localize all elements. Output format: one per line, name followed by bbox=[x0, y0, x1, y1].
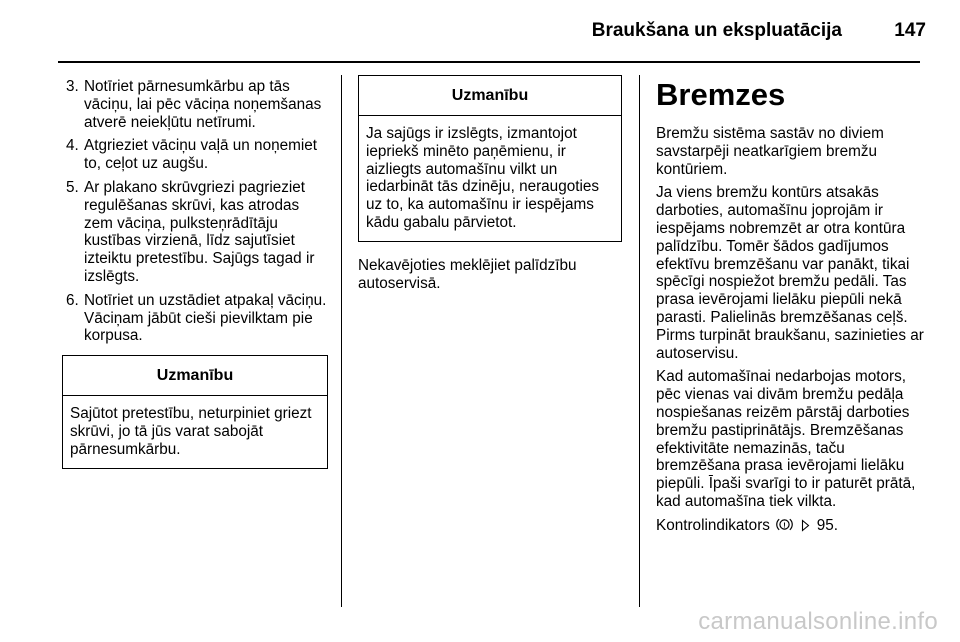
steps-list bbox=[62, 78, 328, 345]
caution-heading: Uzmanību bbox=[359, 76, 621, 116]
list-item bbox=[62, 292, 328, 345]
step-text: Notīriet pārnesumkārbu ap tās vāciņu, lai pēc vāciņa noņemšanas atverē neiekļūtu netīrumi. bbox=[84, 78, 322, 131]
svg-text:!: ! bbox=[783, 520, 786, 530]
caution-box bbox=[62, 355, 328, 468]
step-text: Ar plakano skrūvgriezi pagrieziet regulēšanas skrūvi, kas atrodas zem vāciņa, pulksteņrādītāju kustības virzienā, līdz sajutīsiet izteiktu pretestību. Sajūgs tagad ir izslēgts. bbox=[84, 178, 315, 285]
indicator-page-link[interactable]: 95. bbox=[816, 516, 838, 534]
indicator-label: Kontrolindikators bbox=[656, 516, 770, 534]
step-text: Notīriet un uzstādiet atpakaļ vāciņu. Vāciņam jābūt cieši pievilktam pie korpusa. bbox=[84, 291, 327, 345]
page-reference-arrow-icon bbox=[801, 519, 810, 537]
page-header bbox=[0, 0, 960, 62]
section-title: Braukšana un ekspluatācija bbox=[591, 20, 842, 41]
column-divider-2 bbox=[639, 75, 640, 607]
caution-text: Sajūtot pretestību, neturpiniet griezt skrūvi, jo tā jūs varat sabojāt pārnesumkārbu. bbox=[70, 405, 312, 458]
paragraph: Kad automašīnai nedarbojas motors, pēc vienas vai divām bremžu pedāļa nospiešanas reizēm pārstāj darboties bremžu pastiprinātājs. Bremzēšanas efektivitāte nemazinās, taču bremzēšana prasa ievērojami lielāku piepūli. Īpaši svarīgi to ir paturēt prātā, kad automašīna tiek vilkta. bbox=[656, 368, 916, 510]
step-number: 3. bbox=[66, 78, 79, 95]
list-item bbox=[62, 78, 328, 131]
page-number: 147 bbox=[894, 20, 926, 41]
middle-column bbox=[358, 78, 622, 298]
list-item bbox=[62, 179, 328, 286]
caution-box bbox=[358, 75, 622, 242]
column-divider-1 bbox=[341, 75, 342, 607]
step-number: 5. bbox=[66, 178, 79, 196]
indicator-reference bbox=[656, 517, 926, 537]
section-heading: Bremzes bbox=[656, 77, 786, 112]
list-item bbox=[62, 137, 328, 173]
watermark-text: carmanualsonline.info bbox=[698, 608, 938, 635]
paragraph: Ja viens bremžu kontūrs atsakās darboties, automašīnu joprojām ir iespējams nobremzēt ar otra kontūra palīdzību. Tomēr šādos gadījumos efektīvu bremzēšanu var panākt, tikai spēcīgi nospiežot bremžu pedāli. Tas prasa ievērojami lielāku piepūli nekā parasti. Palielinās bremzēšanas ceļš. Pirms turpināt braukšanu, sazinieties ar autoservisu. bbox=[656, 184, 924, 362]
header-divider bbox=[58, 61, 920, 63]
right-column bbox=[656, 78, 926, 543]
brake-warning-icon bbox=[776, 517, 793, 537]
paragraph: Bremžu sistēma sastāv no diviem savstarpēji neatkarīgiem bremžu kontūriem. bbox=[656, 125, 884, 178]
left-column bbox=[62, 78, 328, 469]
step-number: 4. bbox=[66, 137, 79, 155]
step-text: Atgrieziet vāciņu vaļā un noņemiet to, ceļot uz augšu. bbox=[84, 137, 317, 173]
caution-heading: Uzmanību bbox=[63, 356, 327, 396]
caution-text: Ja sajūgs ir izslēgts, izmantojot iepriekš minēto paņēmienu, ir aizliegts automašīnu vilkt un iedarbināt tās dzinēju, neraugoties uz to, ka automašīnu ir iespējams kādu gabalu pārvietot. bbox=[366, 125, 600, 231]
step-number: 6. bbox=[66, 291, 79, 309]
service-note: Nekavējoties meklējiet palīdzību autoservisā. bbox=[358, 256, 577, 292]
